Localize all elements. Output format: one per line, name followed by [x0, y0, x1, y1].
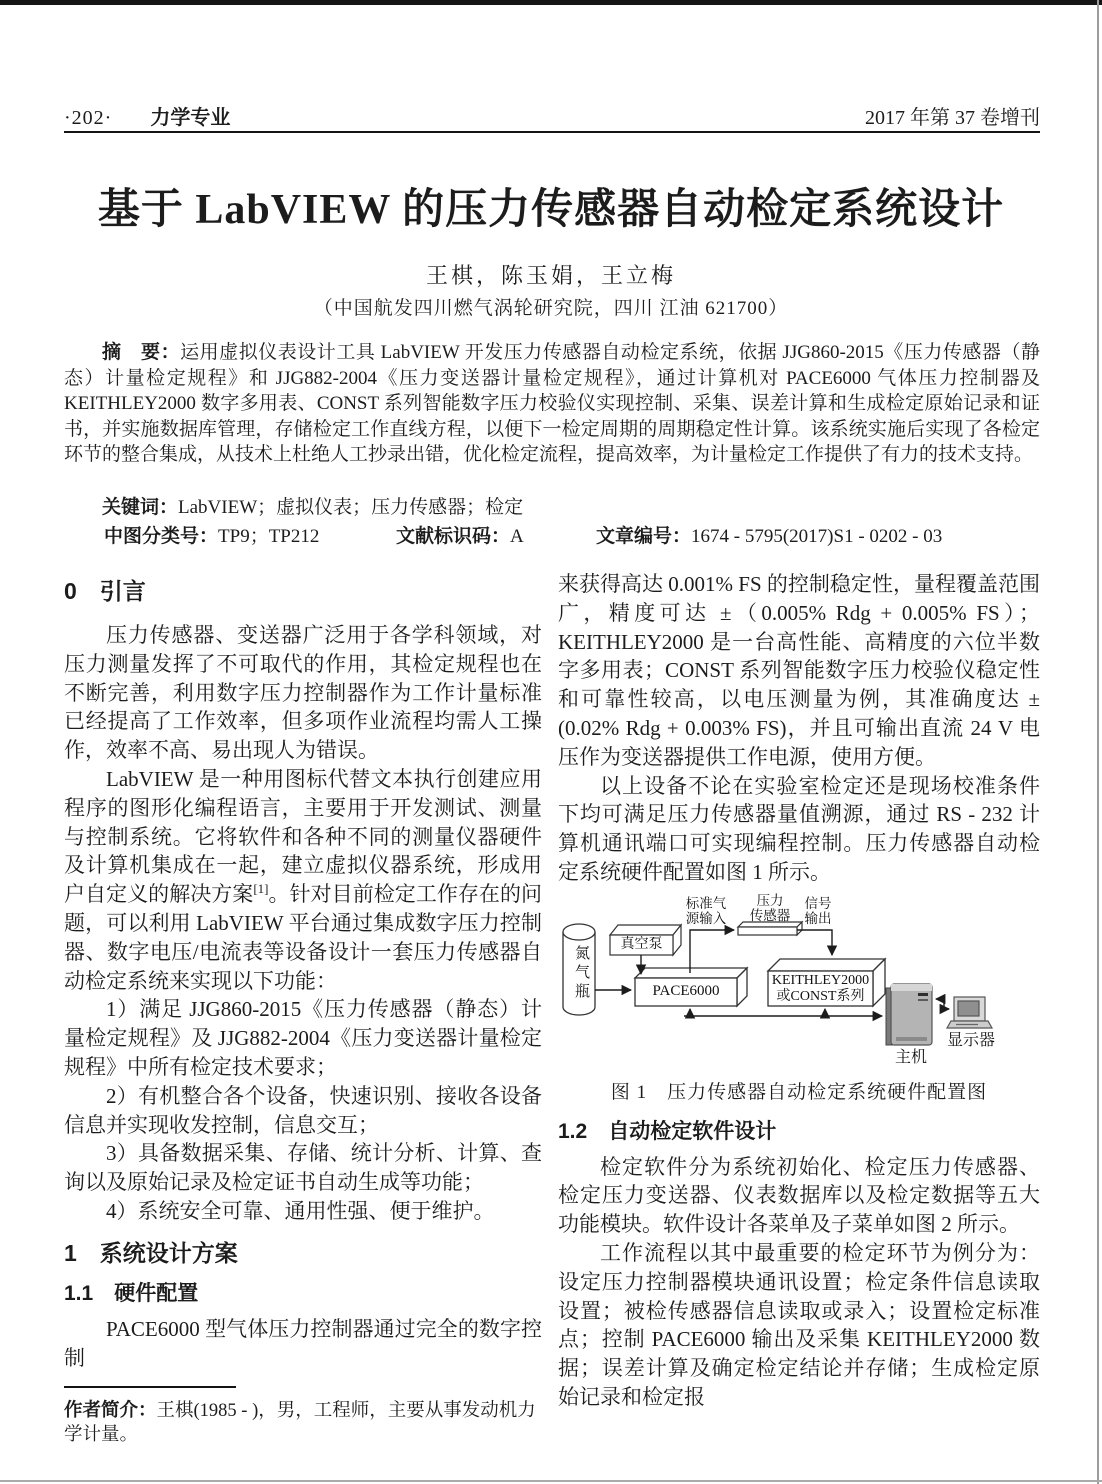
paragraph-intro-2-text-a: LabVIEW 是一种用图标代替文本执行创建应用程序的图形化编程语言，主要用于开发测试、测量与控制系统。它将软件和各种不同的测量仪器硬件及计算机集成在一起，建立虚拟仪器系统，形成用户自定义的解决方案: [64, 766, 542, 907]
doc-code-label: 文献标识码：: [396, 526, 511, 547]
paragraph-intro-2: [64, 765, 542, 995]
list-item-1: 1）满足 JJG860-2015《压力传感器（静态）计量检定规程》及 JJG882-2004《压力变送器计量检定规程》中所有检定技术要求；: [64, 997, 542, 1079]
paragraph-workflow: 工作流程以其中最重要的检定环节为例分为：设定压力控制器模块通讯设置；检定条件信息读取设置；被检传感器信息读取或录入；设置检定标准点；控制 PACE6000 输出及采集 KEITHLEY2000 数据；误差计算及确定检定结论并存储；生成检定原始记录和检定报: [558, 1240, 1040, 1409]
article-no-value: 1674 - 5795(2017)S1 - 0202 - 03: [691, 526, 943, 547]
authors-line: 王棋，陈玉娟，王立梅: [425, 263, 676, 288]
signal-label-line2: 输出: [804, 910, 832, 926]
gas-input-label-line2: 源输入: [685, 910, 727, 926]
keithley-label-line2: 或CONST系列: [776, 988, 865, 1004]
figure-1: [558, 893, 1040, 1079]
keywords-label: 关键词：: [102, 497, 179, 518]
scan-bottom-edge: [0, 1480, 1102, 1482]
keywords-text: LabVIEW；虚拟仪表；压力传感器；检定: [178, 497, 524, 518]
article-title: 基于 LabVIEW 的压力传感器自动检定系统设计: [97, 187, 1005, 233]
section-heading-0: 0 引言: [64, 578, 146, 604]
left-column: [64, 576, 542, 1447]
figure-1-caption: 图 1 压力传感器自动检定系统硬件配置图: [610, 1081, 988, 1103]
signal-label-line1: 信号: [804, 895, 832, 911]
citation-ref-1: [1]: [253, 881, 269, 897]
list-item-4: 4）系统安全可靠、通用性强、便于维护。: [106, 1198, 495, 1223]
author-bio-label: 作者简介：: [64, 1399, 157, 1421]
paragraph-hardware: PACE6000 型气体压力控制器通过完全的数字控制: [64, 1316, 542, 1370]
clc-entry: [104, 521, 319, 548]
arrow-sensor-to-keithley: [797, 930, 832, 955]
gas-input-label-line1: 标准气: [685, 895, 727, 911]
keywords-line: [64, 492, 1040, 519]
abstract-label: 摘 要：: [102, 342, 181, 363]
clc-value: TP9；TP212: [218, 526, 320, 547]
paragraph-traceability: 以上设备不论在实验室检定还是现场校准条件下均可满足压力传感器量值溯源，通过 RS - 232 计算机通讯端口可实现编程控制。压力传感器自动检定系统硬件配置如图 1 所示。: [558, 773, 1040, 884]
doc-code-value: A: [510, 526, 524, 547]
article-no-entry: [596, 521, 942, 548]
author-bio-text: 王棋(1985 - )，男，工程师，主要从事发动机力学计量。: [64, 1401, 536, 1446]
pace6000-label: PACE6000: [652, 982, 720, 999]
header-rule: [64, 131, 1040, 133]
article-no-label: 文章编号：: [596, 526, 692, 547]
host-tower-icon: [886, 984, 932, 1045]
issue-label: 2017 年第 37 卷增刊: [865, 107, 1040, 129]
paragraph-hardware-cont: 来获得高达 0.001% FS 的控制稳定性，量程覆盖范围广，精度可达 ±（0.005% Rdg + 0.005% FS）；KEITHLEY2000 是一台高性能、高精度的六位半数字多用表；CONST 系列智能数字压力校验仪稳定性和可靠性较高，以电压测量为例，其准确度达 ±(0.02% Rdg + 0.003% FS)，并且可输出直流 24 V 电压作为变送器提供工作电源，使用方便。: [558, 572, 1040, 769]
abstract-paragraph: [64, 340, 1040, 468]
monitor-icon: [947, 997, 992, 1028]
arrow-pace-to-sensor: [690, 930, 734, 973]
subsection-heading-1-2: 1.2 自动检定软件设计: [558, 1119, 777, 1143]
host-label: 主机: [894, 1048, 927, 1066]
section-heading-1: 1 系统设计方案: [64, 1239, 238, 1266]
abstract-text: 运用虚拟仪表设计工具 LabVIEW 开发压力传感器自动检定系统，依据 JJG860-2015《压力传感器（静态）计量检定规程》和 JJG882-2004《压力变送器计量检定规程》，通过计算机对 PACE6000 气体压力控制器及 KEITHLEY2000 数字多用表、CONST 系列智能数字压力校验仪实现控制、采集、误差计算和生成检定原始记录和证书，并实施数据库管理，存储检定工作直线方程，以便下一检定周期的周期稳定性计算。该系统实施后实现了各检定环节的整合集成，从技术上杜绝人工抄录出错，优化检定流程，提高效率，为计量检定工作提供了有力的技术支持。: [64, 342, 1040, 465]
paragraph-software-modules: 检定软件分为系统初始化、检定压力传感器、检定压力变送器、仪表数据库以及检定数据等五大功能模块。软件设计各菜单及子菜单如图 2 所示。: [558, 1154, 1040, 1237]
scan-top-edge: [0, 0, 1102, 5]
page-header: [64, 101, 1040, 130]
doc-code-entry: [396, 521, 524, 548]
sensor-label-line1: 压力: [756, 892, 784, 908]
clc-label: 中图分类号：: [104, 526, 219, 547]
paragraph-intro-2-text-b: 。针对目前检定工作存在的问题，可以利用 LabVIEW 平台通过集成数字压力控制器、数字电压/电流表等设备设计一套压力传感器自动检定系统来实现以下功能：: [64, 882, 543, 993]
arrow-host-to-monitor: [944, 999, 949, 1009]
right-column: [558, 570, 1040, 1412]
affiliation-line: （中国航发四川燃气涡轮研究院，四川 江油 621700）: [313, 298, 789, 319]
keithley-label-line1: KEITHLEY2000: [771, 972, 870, 988]
monitor-label: 显示器: [946, 1031, 995, 1049]
author-bio: [64, 1398, 542, 1447]
classification-line: [64, 521, 1040, 547]
subsection-heading-1-1: 1.1 硬件配置: [64, 1281, 199, 1305]
bottle-label: 氮气瓶: [573, 944, 589, 1002]
list-item-2: 2）有机整合各个设备，快速识别、接收各设备信息并实现收发控制，信息交互；: [64, 1083, 542, 1137]
vacuum-pump-label: 真空泵: [620, 936, 663, 952]
list-item-3: 3）具备数据采集、存储、统计分析、计算、查询以及原始记录及检定证书自动生成等功能；: [64, 1141, 542, 1195]
page-number: ·202·: [64, 107, 113, 129]
column-label: 力学专业: [150, 107, 231, 129]
footnote-rule: [64, 1386, 236, 1388]
paragraph-intro-1: 压力传感器、变送器广泛用于各学科领域，对压力测量发挥了不可取代的作用，其检定规程也在不断完善，利用数字压力控制器作为工作计量标准已经提高了工作效率，但多项作业流程均需人工操作，效率不高、易出现人为错误。: [64, 623, 542, 763]
sensor-label-line2: 传感器: [749, 907, 791, 923]
